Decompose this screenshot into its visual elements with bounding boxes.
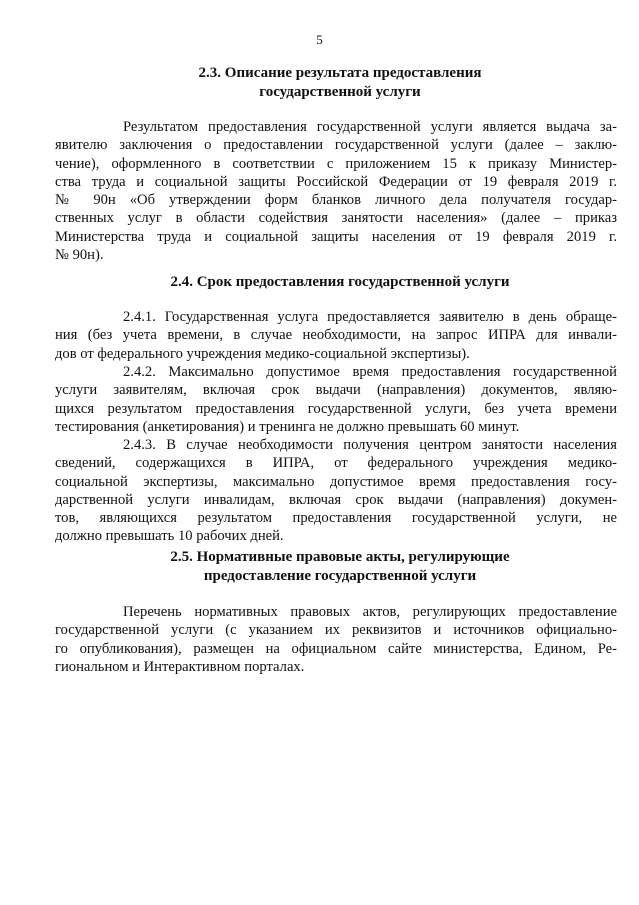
text-line: явителю заключения о предоставлении государственной услуги (далее – заклю-: [55, 137, 617, 154]
section-2-3-paragraph: [55, 118, 617, 264]
text-line: ства труда и социальной защиты Российской Федерации от 19 февраля 2019 г.: [55, 173, 617, 190]
section-2-4-2-paragraph: [55, 363, 617, 436]
text-line: Результатом предоставления государственной услуги является выдача за-: [123, 119, 617, 135]
text-line: ния (без учета времени, в случае необходимости, на запрос ИПРА для инвали-: [55, 327, 617, 344]
text-line: № 90н).: [55, 247, 104, 264]
text-line: ственных услуг в области содействия занятости населения» (далее – приказ: [55, 210, 617, 227]
heading-line: 2.5. Нормативные правовые акты, регулирующие: [170, 549, 510, 565]
text-line: тов, являющихся результатом предоставления государственной услуги, не: [55, 510, 617, 527]
text-line: сведений, содержащихся в ИПРА, от федерального учреждения медико-: [55, 455, 617, 472]
text-line: дов от федерального учреждения медико-социальной экспертизы).: [55, 345, 470, 362]
text-line: 2.4.1. Государственная услуга предоставляется заявителю в день обраще-: [123, 309, 617, 325]
page-number: 5: [316, 32, 323, 47]
section-2-3-heading: [60, 64, 620, 102]
text-line: 2.4.3. В случае необходимости получения центром занятости населения: [123, 437, 617, 453]
heading-line: предоставление государственной услуги: [203, 568, 477, 584]
heading-line: 2.4. Срок предоставления государственной услуги: [170, 274, 510, 290]
heading-line: государственной услуги: [259, 84, 421, 100]
section-2-4-heading: [60, 273, 620, 292]
text-line: чение), оформленного в соответствии с приложением 15 к приказу Министер-: [55, 155, 617, 172]
text-line: Министерства труда и социальной защиты населения от 19 февраля 2019 г.: [55, 228, 617, 245]
section-2-5-paragraph: [55, 603, 617, 676]
heading-line: 2.3. Описание результата предоставления: [198, 65, 482, 81]
text-line: услуги заявителям, включая срок выдачи (направления) документов, являю-: [55, 382, 617, 399]
section-2-5-heading: [60, 548, 620, 586]
section-2-4-1-paragraph: [55, 308, 617, 363]
text-line: Перечень нормативных правовых актов, регулирующих предоставление: [123, 604, 617, 620]
text-line: 2.4.2. Максимально допустимое время предоставления государственной: [123, 364, 617, 380]
text-line: должно превышать 10 рабочих дней.: [55, 528, 284, 545]
section-2-4-3-paragraph: [55, 436, 617, 546]
text-line: щихся результатом предоставления государственной услуги, без учета времени: [55, 400, 617, 417]
text-line: № 90н «Об утверждении форм бланков личного дела получателя государ-: [55, 192, 617, 209]
text-line: гиональном и Интерактивном порталах.: [55, 658, 305, 675]
text-line: го опубликования), размещен на официальном сайте министерства, Едином, Ре-: [55, 640, 617, 657]
text-line: дарственной услуги инвалидам, включая срок выдачи (направления) докумен-: [55, 491, 617, 508]
text-line: тестирования (анкетирования) и тренинга не должно превышать 60 минут.: [55, 418, 520, 435]
text-line: государственной услуги (с указанием их реквизитов и источников официально-: [55, 622, 617, 639]
text-line: социальной экспертизы, максимально допустимое время предоставления госу-: [55, 473, 617, 490]
